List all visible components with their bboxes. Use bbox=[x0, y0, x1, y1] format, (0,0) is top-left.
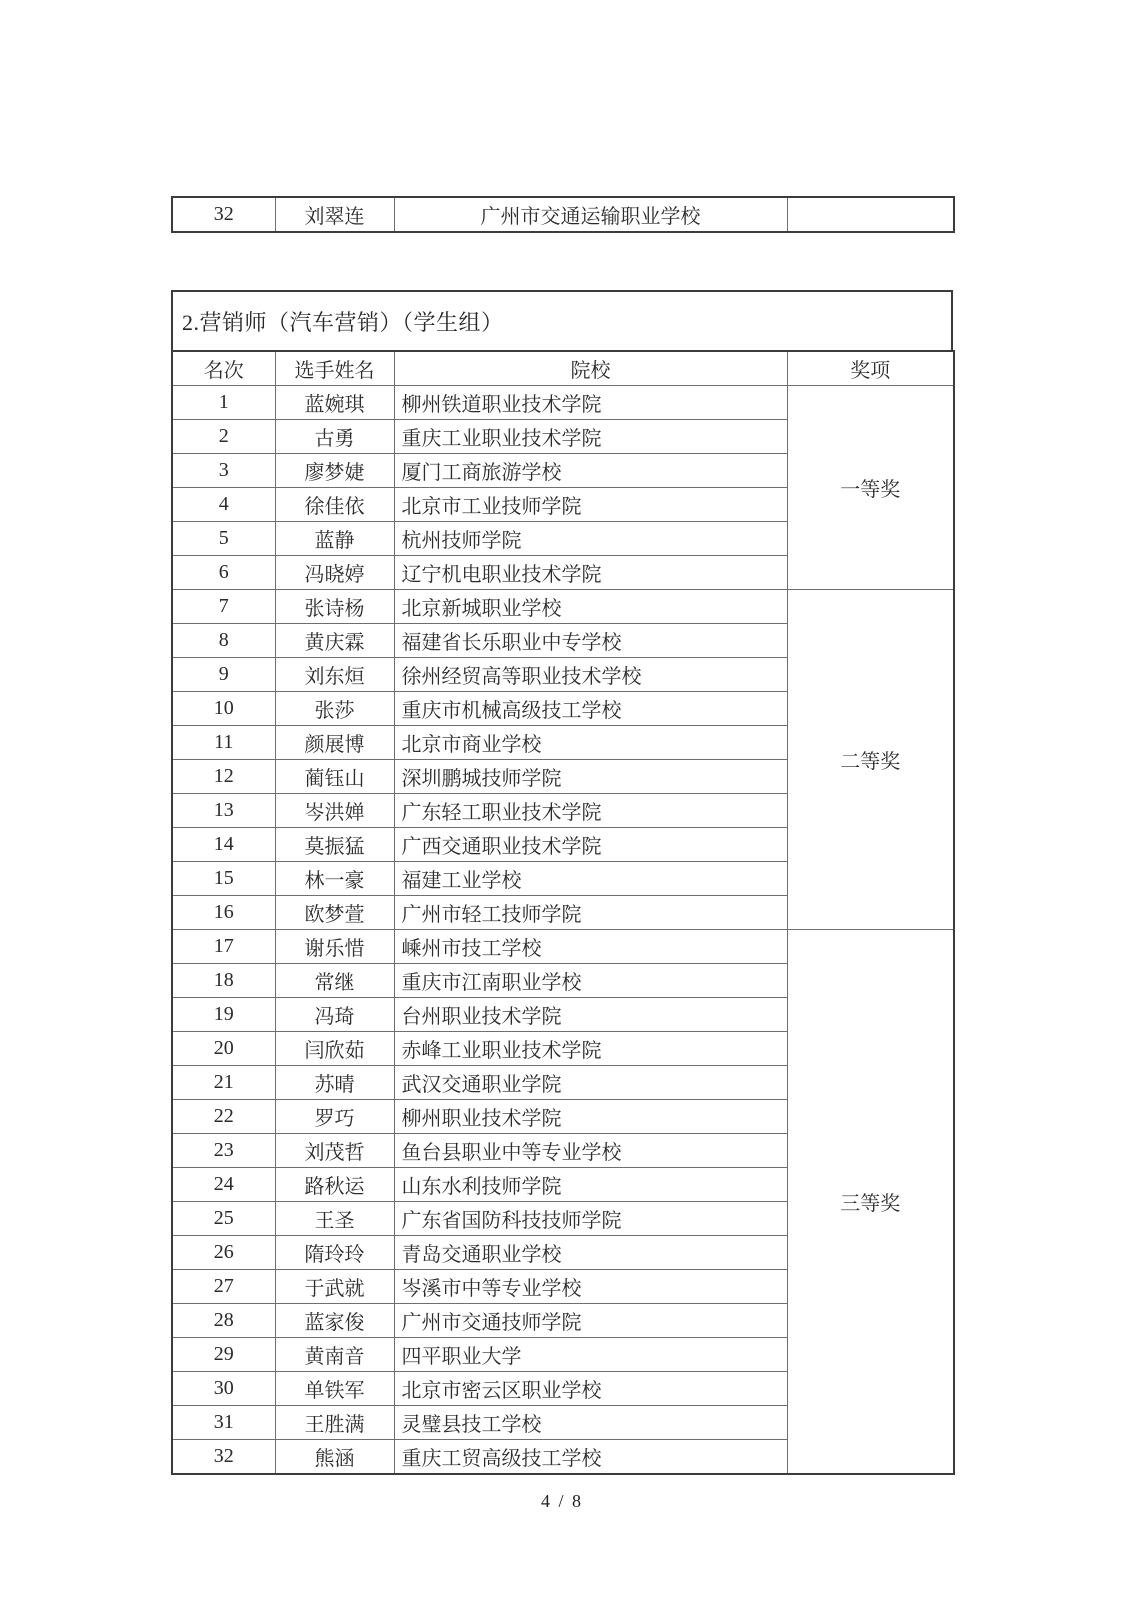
name-cell: 刘茂哲 bbox=[275, 1134, 394, 1168]
school-cell: 辽宁机电职业技术学院 bbox=[394, 556, 787, 590]
name-cell: 蔺钰山 bbox=[275, 760, 394, 794]
name-cell: 罗巧 bbox=[275, 1100, 394, 1134]
rank-cell: 20 bbox=[172, 1032, 275, 1066]
name-cell: 廖梦婕 bbox=[275, 454, 394, 488]
name-cell: 闫欣茹 bbox=[275, 1032, 394, 1066]
school-cell: 广州市轻工技师学院 bbox=[394, 896, 787, 930]
rank-cell: 14 bbox=[172, 828, 275, 862]
school-cell: 北京市商业学校 bbox=[394, 726, 787, 760]
name-cell: 单铁军 bbox=[275, 1372, 394, 1406]
school-cell: 重庆工业职业技术学院 bbox=[394, 420, 787, 454]
page-number: 4 / 8 bbox=[540, 1491, 583, 1511]
name-cell: 蓝静 bbox=[275, 522, 394, 556]
school-cell: 北京市工业技师学院 bbox=[394, 488, 787, 522]
school-cell: 重庆市江南职业学校 bbox=[394, 964, 787, 998]
school-cell: 深圳鹏城技师学院 bbox=[394, 760, 787, 794]
rank-cell: 23 bbox=[172, 1134, 275, 1168]
name-cell: 路秋运 bbox=[275, 1168, 394, 1202]
name-cell: 谢乐惜 bbox=[275, 930, 394, 964]
page-content bbox=[171, 0, 953, 1512]
school-cell: 鱼台县职业中等专业学校 bbox=[394, 1134, 787, 1168]
school-cell: 赤峰工业职业技术学院 bbox=[394, 1032, 787, 1066]
rank-cell: 26 bbox=[172, 1236, 275, 1270]
school-cell: 重庆工贸高级技工学校 bbox=[394, 1440, 787, 1475]
section-title: 2.营销师（汽车营销）（学生组） bbox=[182, 309, 504, 335]
table-row bbox=[172, 386, 954, 420]
results-table bbox=[171, 350, 955, 1475]
results-table-body bbox=[172, 386, 954, 1475]
rank-cell: 12 bbox=[172, 760, 275, 794]
rank-cell: 25 bbox=[172, 1202, 275, 1236]
name-cell: 黄庆霖 bbox=[275, 624, 394, 658]
name-cell: 冯琦 bbox=[275, 998, 394, 1032]
award-cell: 二等奖 bbox=[787, 590, 954, 930]
rank-cell: 3 bbox=[172, 454, 275, 488]
rank-cell: 7 bbox=[172, 590, 275, 624]
rank-cell: 19 bbox=[172, 998, 275, 1032]
rank-cell: 27 bbox=[172, 1270, 275, 1304]
school-cell: 北京新城职业学校 bbox=[394, 590, 787, 624]
name-cell: 蓝家俊 bbox=[275, 1304, 394, 1338]
col-header-rank: 名次 bbox=[172, 351, 275, 386]
name-cell: 张诗杨 bbox=[275, 590, 394, 624]
previous-table-fragment bbox=[171, 196, 955, 233]
rank-cell: 2 bbox=[172, 420, 275, 454]
name-cell: 冯晓婷 bbox=[275, 556, 394, 590]
name-cell: 刘东烜 bbox=[275, 658, 394, 692]
school-cell: 厦门工商旅游学校 bbox=[394, 454, 787, 488]
rank-cell: 22 bbox=[172, 1100, 275, 1134]
name-cell: 欧梦萱 bbox=[275, 896, 394, 930]
rank-cell: 13 bbox=[172, 794, 275, 828]
col-header-name: 选手姓名 bbox=[275, 351, 394, 386]
school-cell: 柳州铁道职业技术学院 bbox=[394, 386, 787, 420]
school-cell: 武汉交通职业学院 bbox=[394, 1066, 787, 1100]
school-cell: 岑溪市中等专业学校 bbox=[394, 1270, 787, 1304]
school-cell: 广州市交通技师学院 bbox=[394, 1304, 787, 1338]
rank-cell: 5 bbox=[172, 522, 275, 556]
rank-cell: 8 bbox=[172, 624, 275, 658]
name-cell: 岑洪婵 bbox=[275, 794, 394, 828]
school-cell: 徐州经贸高等职业技术学校 bbox=[394, 658, 787, 692]
rank-cell: 1 bbox=[172, 386, 275, 420]
name-cell: 颜展博 bbox=[275, 726, 394, 760]
school-cell: 杭州技师学院 bbox=[394, 522, 787, 556]
rank-cell: 32 bbox=[172, 1440, 275, 1475]
rank-cell: 4 bbox=[172, 488, 275, 522]
name-cell: 黄南音 bbox=[275, 1338, 394, 1372]
header-row bbox=[172, 351, 954, 386]
name-cell: 蓝婉琪 bbox=[275, 386, 394, 420]
school-cell: 台州职业技术学院 bbox=[394, 998, 787, 1032]
name-cell: 莫振猛 bbox=[275, 828, 394, 862]
school-cell: 广东轻工职业技术学院 bbox=[394, 794, 787, 828]
name-cell: 于武就 bbox=[275, 1270, 394, 1304]
school-cell: 广州市交通运输职业学校 bbox=[394, 197, 787, 232]
school-cell: 福建省长乐职业中专学校 bbox=[394, 624, 787, 658]
name-cell: 林一豪 bbox=[275, 862, 394, 896]
table-row bbox=[172, 590, 954, 624]
award-cell bbox=[787, 197, 954, 232]
school-cell: 四平职业大学 bbox=[394, 1338, 787, 1372]
rank-cell: 24 bbox=[172, 1168, 275, 1202]
rank-cell: 21 bbox=[172, 1066, 275, 1100]
name-cell: 张莎 bbox=[275, 692, 394, 726]
school-cell: 福建工业学校 bbox=[394, 862, 787, 896]
rank-cell: 10 bbox=[172, 692, 275, 726]
name-cell: 刘翠连 bbox=[275, 197, 394, 232]
school-cell: 柳州职业技术学院 bbox=[394, 1100, 787, 1134]
rank-cell: 31 bbox=[172, 1406, 275, 1440]
rank-cell: 9 bbox=[172, 658, 275, 692]
rank-cell: 15 bbox=[172, 862, 275, 896]
school-cell: 山东水利技师学院 bbox=[394, 1168, 787, 1202]
school-cell: 广东省国防科技技师学院 bbox=[394, 1202, 787, 1236]
award-cell: 三等奖 bbox=[787, 930, 954, 1475]
col-header-award: 奖项 bbox=[787, 351, 954, 386]
rank-cell: 16 bbox=[172, 896, 275, 930]
rank-cell: 28 bbox=[172, 1304, 275, 1338]
name-cell: 王胜满 bbox=[275, 1406, 394, 1440]
rank-cell: 30 bbox=[172, 1372, 275, 1406]
rank-cell: 6 bbox=[172, 556, 275, 590]
table-row bbox=[172, 197, 954, 232]
name-cell: 王圣 bbox=[275, 1202, 394, 1236]
name-cell: 熊涵 bbox=[275, 1440, 394, 1475]
col-header-school: 院校 bbox=[394, 351, 787, 386]
school-cell: 青岛交通职业学校 bbox=[394, 1236, 787, 1270]
rank-cell: 32 bbox=[172, 197, 275, 232]
rank-cell: 17 bbox=[172, 930, 275, 964]
table-row bbox=[172, 930, 954, 964]
school-cell: 广西交通职业技术学院 bbox=[394, 828, 787, 862]
name-cell: 苏晴 bbox=[275, 1066, 394, 1100]
name-cell: 古勇 bbox=[275, 420, 394, 454]
name-cell: 常继 bbox=[275, 964, 394, 998]
award-cell: 一等奖 bbox=[787, 386, 954, 590]
name-cell: 隋玲玲 bbox=[275, 1236, 394, 1270]
school-cell: 北京市密云区职业学校 bbox=[394, 1372, 787, 1406]
section-title-box bbox=[171, 290, 953, 350]
school-cell: 嵊州市技工学校 bbox=[394, 930, 787, 964]
rank-cell: 11 bbox=[172, 726, 275, 760]
rank-cell: 29 bbox=[172, 1338, 275, 1372]
rank-cell: 18 bbox=[172, 964, 275, 998]
name-cell: 徐佳依 bbox=[275, 488, 394, 522]
school-cell: 重庆市机械高级技工学校 bbox=[394, 692, 787, 726]
school-cell: 灵璧县技工学校 bbox=[394, 1406, 787, 1440]
